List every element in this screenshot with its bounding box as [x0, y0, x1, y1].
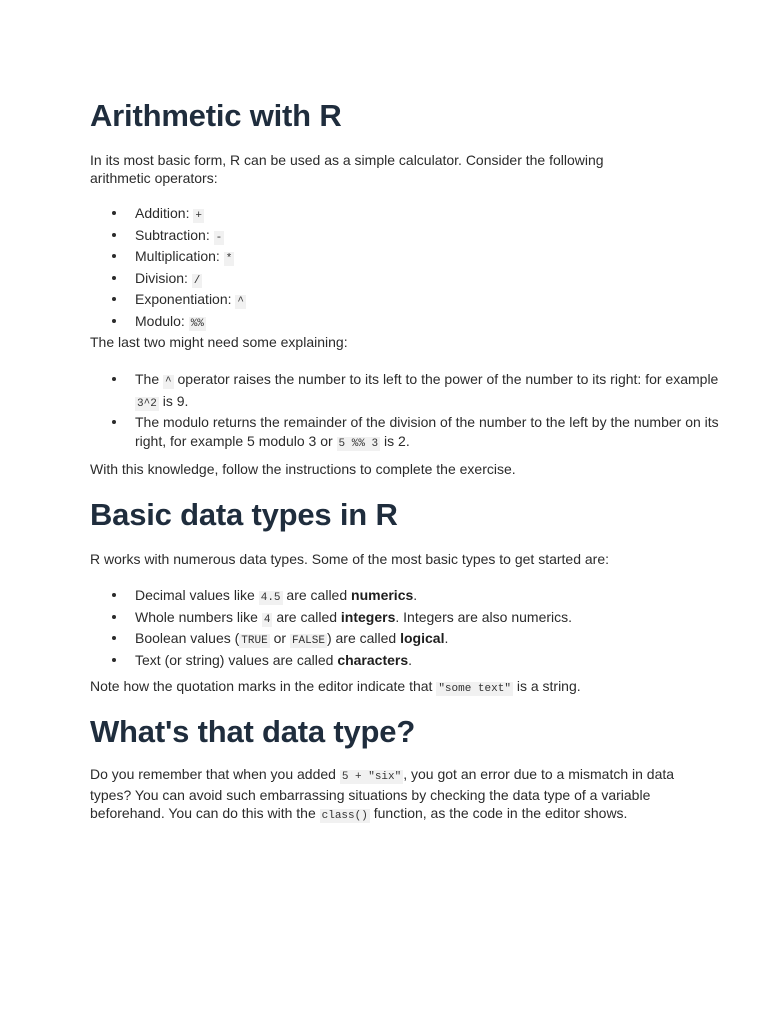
data-types-intro-paragraph: R works with numerous data types. Some of the most basic types to get started are: — [90, 551, 610, 567]
text-span: function, as the code in the editor shows. — [369, 805, 628, 821]
operator-label: Subtraction: — [135, 226, 210, 243]
operator-label: Exponentiation: — [135, 291, 232, 307]
text-span: . — [444, 630, 449, 646]
list-item-exponent-explanation — [135, 370, 735, 413]
explain-intro-paragraph: The last two might need some explaining: — [90, 334, 348, 350]
text-span: The — [135, 371, 164, 387]
text-span: are called — [272, 608, 341, 625]
list-item-integers — [135, 608, 572, 630]
text-span: . — [408, 651, 413, 668]
inline-code: class() — [321, 810, 368, 822]
operator-code: ^ — [237, 296, 245, 308]
list-item-numerics — [135, 586, 572, 608]
list-item-division — [135, 269, 246, 291]
operator-code: - — [215, 231, 223, 244]
list-item-subtraction — [135, 226, 246, 248]
list-item-addition — [135, 204, 246, 226]
inline-code: ^ — [165, 376, 172, 388]
list-item-logical — [135, 629, 572, 651]
text-span: is a string. — [512, 678, 581, 694]
bold-term: characters — [337, 651, 409, 668]
text-span: Whole numbers like — [135, 608, 262, 625]
operator-label: Addition: — [135, 205, 190, 221]
inline-code: 5 + "six" — [341, 771, 402, 783]
arithmetic-intro-paragraph: In its most basic form, R can be used as a simple calculator. Consider the following arithmetic operators: — [90, 152, 604, 186]
inline-code: 3^2 — [137, 397, 157, 410]
operator-label: Division: — [135, 269, 188, 286]
text-span: , you got an error due to a mismatch in data types? You can avoid such embarrassing situations by checking the data type of a variable beforehand. You can do this with the — [90, 766, 675, 821]
text-span: Note how the quotation marks in the editor indicate that — [90, 678, 437, 694]
text-span: operator raises the number to its left to the power of the number to its right: for example — [173, 371, 719, 387]
text-span: . Integers are also numerics. — [395, 608, 573, 625]
list-item-modulo — [135, 312, 246, 334]
bold-term: numerics — [351, 587, 414, 603]
list-item-modulo-explanation — [135, 413, 735, 453]
inline-code: "some text" — [438, 683, 511, 695]
string-note-paragraph — [90, 677, 581, 698]
data-types-list — [90, 586, 572, 669]
operator-code: %% — [190, 317, 204, 330]
heading-basic-data-types: Basic data types in R — [90, 497, 398, 532]
list-item-characters — [135, 651, 572, 670]
explanation-list — [90, 370, 735, 453]
text-span: Decimal values like — [135, 587, 259, 603]
text-span: Boolean values ( — [135, 630, 240, 646]
operator-label: Modulo: — [135, 312, 185, 329]
bold-term: logical — [400, 630, 445, 646]
operator-code: / — [193, 274, 201, 287]
text-span: ) are called — [326, 630, 401, 646]
operator-label: Multiplication: — [135, 248, 220, 264]
text-span: or — [269, 630, 290, 646]
inline-code: FALSE — [291, 635, 325, 647]
data-type-check-paragraph — [90, 765, 690, 825]
operators-list — [90, 204, 246, 333]
text-span: Text (or string) values are called — [135, 651, 338, 668]
inline-code: TRUE — [241, 635, 268, 647]
heading-whats-that-data-type: What's that data type? — [90, 714, 416, 749]
operator-code: * — [225, 253, 233, 265]
text-span: Do you remember that when you added — [90, 766, 340, 782]
inline-code: 4.5 — [260, 592, 281, 604]
closing-paragraph: With this knowledge, follow the instructions to complete the exercise. — [90, 461, 516, 477]
bold-term: integers — [340, 608, 396, 625]
heading-arithmetic: Arithmetic with R — [90, 98, 342, 133]
operator-code: + — [195, 210, 202, 222]
text-span: are called — [282, 587, 352, 603]
inline-code: 5 %% 3 — [338, 437, 379, 450]
list-item-multiplication — [135, 247, 246, 269]
text-span: The modulo returns the remainder of the division of the number to the left by the number on its right, for example 5 modulo 3 or — [135, 414, 719, 449]
text-span: . — [413, 587, 418, 603]
inline-code: 4 — [263, 613, 271, 626]
text-span: is 9. — [158, 392, 189, 409]
list-item-exponentiation — [135, 290, 246, 312]
text-span: is 2. — [380, 432, 410, 449]
